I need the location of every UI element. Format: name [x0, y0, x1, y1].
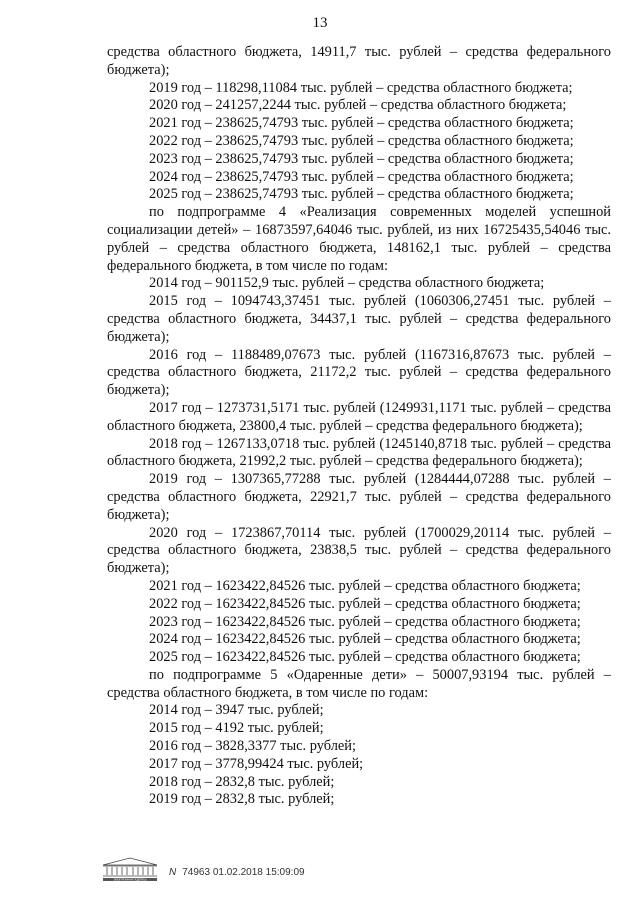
paragraph: 2023 год – 238625,74793 тыс. рублей – средства областного бюджета;	[149, 150, 574, 167]
doc-number-prefix: N	[169, 867, 177, 878]
paragraph: 2015 год – 1094743,37451 тыс. рублей (1060306,27451 тыс. рублей – средства областного бюджета, 34437,1 тыс. рублей – средства федерального бюджета);	[107, 293, 611, 345]
paragraph: 2016 год – 1188489,07673 тыс. рублей (1167316,87673 тыс. рублей – средства областного бюджета, 21172,2 тыс. рублей – средства федерального бюджета);	[107, 346, 611, 399]
page-footer	[101, 855, 621, 885]
page-number: 13	[312, 15, 328, 31]
paragraph: 2023 год – 1623422,84526 тыс. рублей – средства областного бюджета;	[149, 613, 581, 630]
paragraph: 2018 год – 2832,8 тыс. рублей;	[149, 773, 335, 790]
paragraph: 2020 год – 241257,2244 тыс. рублей – средства областного бюджета;	[149, 97, 567, 114]
paragraph: 2014 год – 901152,9 тыс. рублей – средства областного бюджета;	[149, 275, 545, 292]
paragraph: 2017 год – 3778,99424 тыс. рублей;	[149, 755, 364, 772]
paragraph: 2016 год – 3828,3377 тыс. рублей;	[149, 738, 356, 755]
building-logo-icon	[101, 855, 159, 883]
paragraph: 2014 год – 3947 тыс. рублей;	[149, 702, 324, 719]
paragraph: 2020 год – 1723867,70114 тыс. рублей (1700029,20114 тыс. рублей – средства областного бюджета, 23838,5 тыс. рублей – средства федерального бюджета);	[107, 524, 611, 577]
document-stamp	[169, 867, 305, 878]
paragraph: 2022 год – 1623422,84526 тыс. рублей – средства областного бюджета;	[149, 595, 581, 612]
paragraph: 2018 год – 1267133,0718 тыс. рублей (1245140,8718 тыс. рублей – средства областного бюджета, 21992,2 тыс. рублей – средства федерального бюджета);	[107, 435, 611, 470]
document-body	[107, 44, 611, 809]
paragraph: 2024 год – 238625,74793 тыс. рублей – средства областного бюджета;	[149, 168, 574, 185]
paragraph: по подпрограмме 4 «Реализация современных моделей успешной социализации детей» – 16873597,64046 тыс. рублей, из них 16725435,54046 тыс. рублей – средства областного бюджета, 148162,1 тыс. рублей – средства федерального бюджета, в том числе по годам:	[107, 204, 611, 274]
paragraph: по подпрограмме 5 «Одаренные дети» – 50007,93194 тыс. рублей – средства областного бюджета, в том числе по годам:	[107, 666, 611, 701]
paragraph: 2019 год – 2832,8 тыс. рублей;	[149, 791, 335, 808]
paragraph: 2025 год – 238625,74793 тыс. рублей – средства областного бюджета;	[149, 186, 574, 203]
paragraph: 2017 год – 1273731,5171 тыс. рублей (1249931,1171 тыс. рублей – средства областного бюджета, 23800,4 тыс. рублей – средства федерального бюджета);	[107, 399, 611, 434]
paragraph: 2024 год – 1623422,84526 тыс. рублей – средства областного бюджета;	[149, 631, 581, 648]
paragraph: 2021 год – 1623422,84526 тыс. рублей – средства областного бюджета;	[149, 577, 581, 594]
paragraph: 2019 год – 118298,11084 тыс. рублей – средства областного бюджета;	[149, 79, 573, 96]
paragraph: 2022 год – 238625,74793 тыс. рублей – средства областного бюджета;	[149, 132, 574, 149]
paragraph: средства областного бюджета, 14911,7 тыс. рублей – средства федерального бюджета);	[107, 44, 611, 78]
paragraph: 2019 год – 1307365,77288 тыс. рублей (1284444,07288 тыс. рублей – средства областного бюджета, 22921,7 тыс. рублей – средства федерального бюджета);	[107, 471, 611, 523]
paragraph: 2015 год – 4192 тыс. рублей;	[149, 720, 324, 737]
svg-text:ЭЛЕКТРОННАЯ ПОДПИСЬ: ЭЛЕКТРОННАЯ ПОДПИСЬ	[113, 878, 147, 882]
paragraph: 2025 год – 1623422,84526 тыс. рублей – средства областного бюджета;	[149, 649, 581, 666]
paragraph: 2021 год – 238625,74793 тыс. рублей – средства областного бюджета;	[149, 115, 574, 132]
doc-registration-stamp: 74963 01.02.2018 15:09:09	[182, 867, 305, 878]
